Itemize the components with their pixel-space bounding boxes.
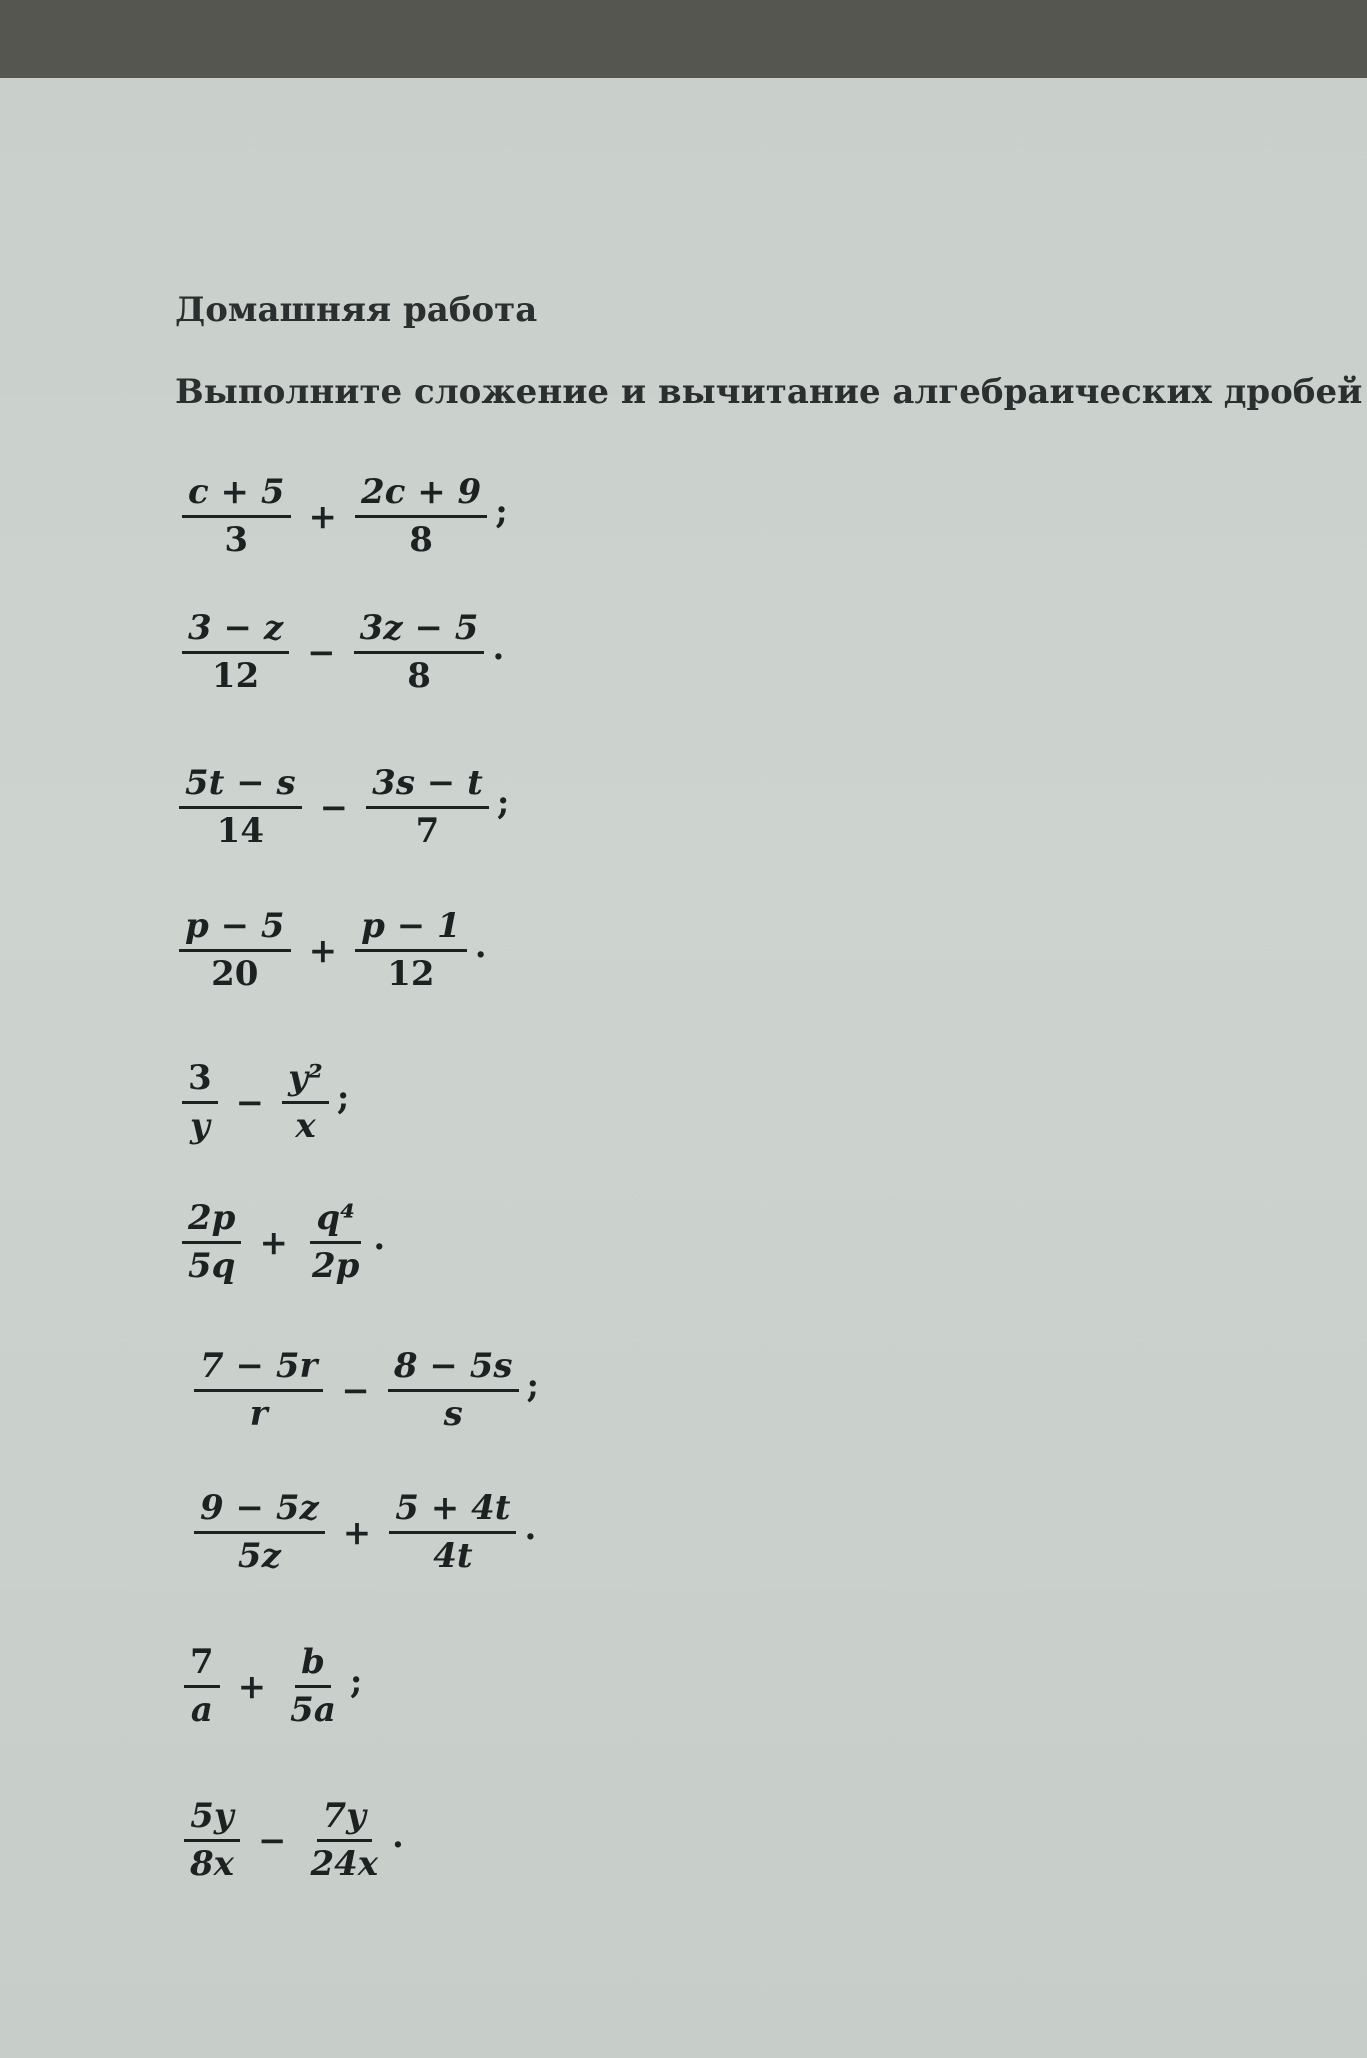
operator: +	[342, 1512, 372, 1553]
fraction-1	[175, 908, 295, 994]
numerator: 5t − s	[179, 765, 302, 809]
numerator: 5y	[184, 1798, 239, 1842]
terminator: ;	[526, 1366, 540, 1406]
denominator: 5a	[290, 1690, 336, 1731]
numerator: 2c + 9	[355, 474, 487, 518]
denominator: r	[249, 1394, 268, 1435]
operator: +	[259, 1222, 288, 1263]
operator: −	[319, 787, 349, 828]
fraction-1	[190, 1490, 329, 1576]
denominator: 4t	[433, 1536, 473, 1577]
fraction-1	[180, 1798, 244, 1884]
terminator: ;	[495, 492, 508, 532]
denominator: 12	[211, 656, 260, 697]
exercise-1	[178, 474, 508, 560]
fraction-1	[180, 1644, 224, 1730]
numerator: b	[295, 1644, 331, 1688]
numerator: 3 − z	[182, 610, 289, 654]
operator: +	[308, 496, 338, 537]
fraction-2	[280, 1644, 346, 1730]
numerator: 5 + 4t	[389, 1490, 516, 1534]
terminator: ;	[349, 1662, 363, 1702]
numerator: 3s − t	[366, 765, 489, 809]
denominator: x	[295, 1106, 316, 1147]
numerator: 8 − 5s	[388, 1348, 519, 1392]
numerator: 9 − 5z	[194, 1490, 325, 1534]
fraction-1	[175, 765, 306, 851]
numerator: 7y	[317, 1798, 372, 1842]
denominator: 7	[415, 811, 440, 852]
exercise-2	[178, 610, 504, 696]
fraction-1	[190, 1348, 327, 1434]
denominator: 8	[409, 520, 433, 561]
operator: +	[308, 930, 338, 971]
fraction-2	[302, 1200, 369, 1286]
fraction-1	[178, 1200, 245, 1286]
denominator: 14	[216, 811, 264, 852]
instruction-text: Выполните сложение и вычитание алгебраических дробей	[175, 372, 1363, 412]
numerator: q⁴	[310, 1200, 361, 1244]
denominator: 5q	[188, 1246, 236, 1287]
denominator: 24x	[310, 1844, 379, 1885]
denominator: 5z	[237, 1536, 281, 1577]
operator: −	[341, 1370, 370, 1411]
numerator: 2p	[182, 1200, 241, 1244]
terminator: .	[392, 1816, 404, 1856]
exercise-9	[180, 1644, 362, 1730]
fraction-2	[385, 1490, 520, 1576]
paper-sheet	[0, 78, 1367, 2058]
exercise-7	[190, 1348, 539, 1434]
numerator: p − 5	[179, 908, 291, 952]
operator: −	[307, 632, 336, 673]
denominator: 20	[211, 954, 259, 995]
operator: −	[257, 1820, 287, 1861]
fraction-2	[351, 908, 471, 994]
denominator: a	[190, 1690, 213, 1731]
fraction-1	[178, 1060, 222, 1146]
page-title: Домашняя работа	[175, 290, 538, 330]
denominator: 3	[224, 520, 249, 561]
terminator: .	[492, 628, 505, 668]
exercise-3	[175, 765, 509, 851]
numerator: 3	[182, 1060, 218, 1104]
fraction-2	[300, 1798, 388, 1884]
numerator: p − 1	[355, 908, 467, 952]
terminator: .	[474, 926, 487, 966]
exercise-5	[178, 1060, 349, 1146]
exercise-10	[180, 1798, 404, 1884]
fraction-2	[351, 474, 491, 560]
denominator: s	[443, 1394, 463, 1435]
numerator: c + 5	[182, 474, 291, 518]
terminator: .	[373, 1218, 386, 1258]
numerator: y²	[282, 1060, 329, 1104]
denominator: y	[189, 1106, 210, 1147]
fraction-2	[384, 1348, 523, 1434]
terminator: .	[524, 1508, 537, 1548]
exercise-4	[175, 908, 487, 994]
denominator: 2p	[311, 1246, 360, 1287]
denominator: 8x	[190, 1844, 234, 1885]
fraction-1	[178, 610, 293, 696]
operator: +	[237, 1666, 267, 1707]
denominator: 8	[407, 656, 431, 697]
operator: −	[235, 1082, 265, 1123]
numerator: 3z − 5	[354, 610, 485, 654]
terminator: ;	[336, 1078, 350, 1118]
fraction-1	[178, 474, 295, 560]
fraction-2	[278, 1060, 333, 1146]
fraction-2	[350, 610, 489, 696]
numerator: 7	[184, 1644, 220, 1688]
numerator: 7 − 5r	[194, 1348, 323, 1392]
exercise-6	[178, 1200, 385, 1286]
exercise-8	[190, 1490, 536, 1576]
fraction-2	[362, 765, 493, 851]
terminator: ;	[496, 783, 510, 823]
denominator: 12	[387, 954, 435, 995]
